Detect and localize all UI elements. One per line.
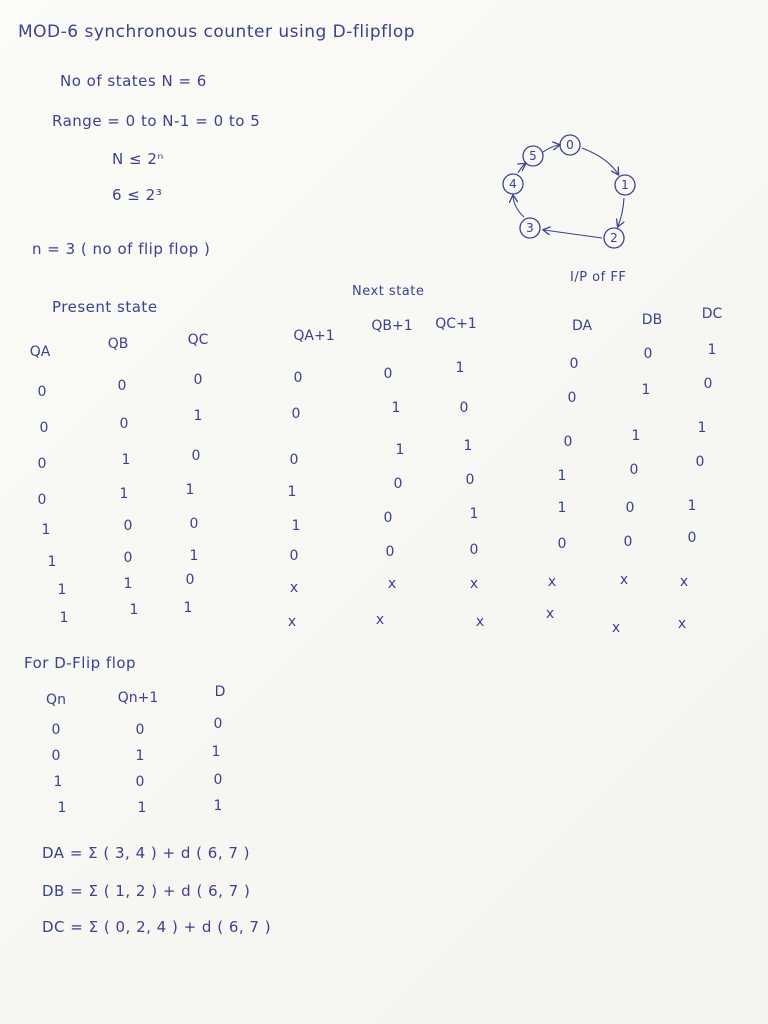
table-cell: 0 bbox=[193, 372, 203, 388]
table-cell: 0 bbox=[459, 400, 469, 416]
table-cell: 0 bbox=[37, 456, 47, 472]
next-state-heading: Next state bbox=[352, 284, 425, 299]
state-node-5-label: 5 bbox=[529, 149, 537, 163]
table-cell: 1 bbox=[287, 484, 297, 500]
inequality-1: N ≤ 2ⁿ bbox=[112, 150, 164, 168]
state-node-1-label: 1 bbox=[621, 178, 629, 192]
table-cell: 0 bbox=[117, 378, 127, 394]
transition-3-4 bbox=[513, 196, 524, 217]
table-cell: x bbox=[677, 616, 687, 632]
table-cell: 0 bbox=[123, 518, 133, 534]
table-cell: 0 bbox=[383, 366, 393, 382]
table-cell: x bbox=[679, 574, 689, 590]
table-cell: x bbox=[547, 574, 557, 590]
header-qc: QC bbox=[187, 332, 209, 348]
table-cell: 0 bbox=[557, 536, 567, 552]
table-cell: 1 bbox=[395, 442, 405, 458]
transition-0-1 bbox=[582, 148, 618, 174]
table-cell: 0 bbox=[293, 370, 303, 386]
table-cell: 1 bbox=[135, 748, 145, 764]
table-cell: 0 bbox=[465, 472, 475, 488]
table-cell: 1 bbox=[631, 428, 641, 444]
ff-input-heading: I/P of FF bbox=[570, 270, 627, 285]
state-diagram bbox=[490, 120, 660, 250]
state-node-4 bbox=[503, 174, 523, 194]
state-node-4-label: 4 bbox=[509, 177, 517, 191]
state-node-3 bbox=[520, 218, 540, 238]
equation-db: DB = Σ ( 1, 2 ) + d ( 6, 7 ) bbox=[42, 882, 251, 900]
header-da: DA bbox=[571, 318, 593, 334]
table-cell: x bbox=[611, 620, 621, 636]
dff-header-qn-next: Qn+1 bbox=[117, 690, 159, 706]
header-qa-next: QA+1 bbox=[293, 328, 335, 344]
table-cell: 0 bbox=[469, 542, 479, 558]
header-qb-next: QB+1 bbox=[371, 318, 413, 334]
header-dc: DC bbox=[701, 306, 723, 322]
table-cell: 0 bbox=[119, 416, 129, 432]
table-cell: 0 bbox=[189, 516, 199, 532]
table-cell: 1 bbox=[183, 600, 193, 616]
states-line: No of states N = 6 bbox=[60, 72, 207, 90]
equation-da: DA = Σ ( 3, 4 ) + d ( 6, 7 ) bbox=[42, 844, 251, 862]
table-cell: 1 bbox=[189, 548, 199, 564]
table-cell: 0 bbox=[625, 500, 635, 516]
present-state-heading: Present state bbox=[52, 298, 158, 316]
table-cell: 0 bbox=[191, 448, 201, 464]
state-node-2-label: 2 bbox=[610, 231, 618, 245]
table-cell: 0 bbox=[135, 774, 145, 790]
state-node-2 bbox=[604, 228, 624, 248]
table-cell: 1 bbox=[641, 382, 651, 398]
flipflop-count-line: n = 3 ( no of flip flop ) bbox=[32, 240, 211, 258]
inequality-2: 6 ≤ 2³ bbox=[112, 186, 163, 204]
table-cell: 0 bbox=[383, 510, 393, 526]
table-cell: 1 bbox=[137, 800, 147, 816]
table-cell: 0 bbox=[695, 454, 705, 470]
table-cell: 1 bbox=[455, 360, 465, 376]
table-cell: 0 bbox=[643, 346, 653, 362]
table-cell: 1 bbox=[47, 554, 57, 570]
table-cell: 0 bbox=[39, 420, 49, 436]
table-cell: 1 bbox=[557, 468, 567, 484]
table-cell: 1 bbox=[41, 522, 51, 538]
table-cell: 0 bbox=[51, 748, 61, 764]
table-cell: 1 bbox=[129, 602, 139, 618]
state-node-0-label: 0 bbox=[566, 138, 574, 152]
transition-2-3 bbox=[544, 230, 602, 238]
table-cell: 1 bbox=[119, 486, 129, 502]
table-cell: 0 bbox=[291, 406, 301, 422]
table-cell: 0 bbox=[37, 384, 47, 400]
table-cell: 1 bbox=[193, 408, 203, 424]
table-cell: 0 bbox=[687, 530, 697, 546]
dff-header-d: D bbox=[214, 684, 226, 700]
table-cell: 1 bbox=[213, 798, 223, 814]
table-cell: 1 bbox=[557, 500, 567, 516]
table-cell: x bbox=[545, 606, 555, 622]
header-db: DB bbox=[641, 312, 663, 328]
table-cell: 1 bbox=[211, 744, 221, 760]
transition-5-0 bbox=[543, 145, 559, 152]
table-cell: 1 bbox=[123, 576, 133, 592]
table-cell: 1 bbox=[469, 506, 479, 522]
dff-header-qn: Qn bbox=[46, 692, 66, 708]
table-cell: 0 bbox=[569, 356, 579, 372]
table-cell: 1 bbox=[57, 582, 67, 598]
table-cell: x bbox=[289, 580, 299, 596]
table-cell: 0 bbox=[385, 544, 395, 560]
table-cell: x bbox=[469, 576, 479, 592]
table-cell: 1 bbox=[687, 498, 697, 514]
equation-dc: DC = Σ ( 0, 2, 4 ) + d ( 6, 7 ) bbox=[42, 918, 272, 936]
table-cell: 1 bbox=[291, 518, 301, 534]
table-cell: 0 bbox=[393, 476, 403, 492]
table-cell: 1 bbox=[707, 342, 717, 358]
table-cell: 1 bbox=[697, 420, 707, 436]
table-cell: 0 bbox=[37, 492, 47, 508]
table-cell: 0 bbox=[185, 572, 195, 588]
table-cell: 0 bbox=[289, 548, 299, 564]
table-cell: 0 bbox=[213, 772, 223, 788]
table-cell: x bbox=[375, 612, 385, 628]
table-cell: 1 bbox=[185, 482, 195, 498]
table-cell: 0 bbox=[289, 452, 299, 468]
table-cell: x bbox=[287, 614, 297, 630]
table-cell: 1 bbox=[57, 800, 67, 816]
table-cell: 1 bbox=[391, 400, 401, 416]
table-cell: x bbox=[387, 576, 397, 592]
table-cell: 0 bbox=[623, 534, 633, 550]
table-cell: 0 bbox=[567, 390, 577, 406]
state-node-1 bbox=[615, 175, 635, 195]
table-cell: 0 bbox=[629, 462, 639, 478]
range-line: Range = 0 to N-1 = 0 to 5 bbox=[52, 112, 261, 130]
transition-1-2 bbox=[618, 198, 624, 226]
table-cell: 0 bbox=[51, 722, 61, 738]
table-cell: x bbox=[619, 572, 629, 588]
table-cell: 1 bbox=[463, 438, 473, 454]
table-cell: 0 bbox=[123, 550, 133, 566]
table-cell: 0 bbox=[213, 716, 223, 732]
table-cell: 1 bbox=[59, 610, 69, 626]
header-qa: QA bbox=[29, 344, 51, 360]
table-cell: 1 bbox=[121, 452, 131, 468]
state-node-5 bbox=[523, 146, 543, 166]
state-node-3-label: 3 bbox=[526, 221, 534, 235]
page-title: MOD-6 synchronous counter using D-flipflop bbox=[18, 22, 416, 42]
dff-heading: For D-Flip flop bbox=[24, 654, 137, 672]
state-node-0 bbox=[560, 135, 580, 155]
table-cell: 0 bbox=[703, 376, 713, 392]
transition-4-5 bbox=[518, 164, 525, 173]
table-cell: 1 bbox=[53, 774, 63, 790]
table-cell: x bbox=[475, 614, 485, 630]
header-qb: QB bbox=[107, 336, 129, 352]
table-cell: 0 bbox=[563, 434, 573, 450]
table-cell: 0 bbox=[135, 722, 145, 738]
header-qc-next: QC+1 bbox=[435, 316, 477, 332]
